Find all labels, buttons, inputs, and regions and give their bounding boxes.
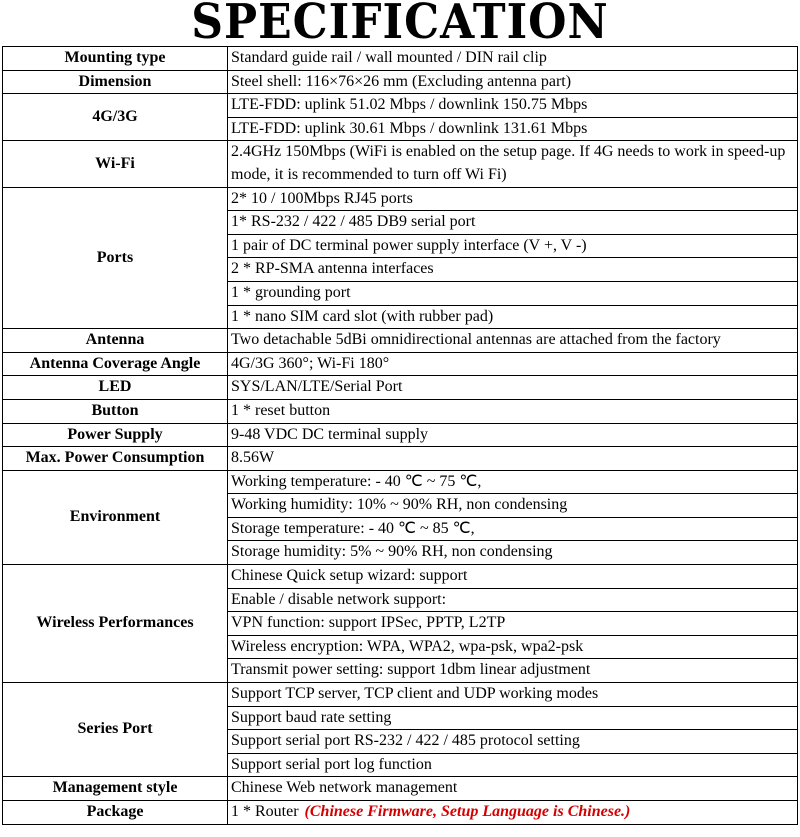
package-item: 1 * Router bbox=[231, 803, 299, 820]
table-row bbox=[3, 423, 798, 447]
row-value: Storage temperature: - 40 ℃ ~ 85 ℃, bbox=[228, 517, 798, 541]
row-value: Standard guide rail / wall mounted / DIN rail clip bbox=[228, 47, 798, 71]
row-value: Support TCP server, TCP client and UDP working modes bbox=[228, 683, 798, 707]
table-row bbox=[3, 94, 798, 118]
row-value: Chinese Quick setup wizard: support bbox=[228, 565, 798, 589]
table-row bbox=[3, 399, 798, 423]
row-value: Support serial port RS-232 / 422 / 485 protocol setting bbox=[228, 730, 798, 754]
table-row bbox=[3, 683, 798, 707]
row-value: Working temperature: - 40 ℃ ~ 75 ℃, bbox=[228, 470, 798, 494]
row-value: Chinese Web network management bbox=[228, 777, 798, 801]
row-value: Steel shell: 116×76×26 mm (Excluding antenna part) bbox=[228, 70, 798, 94]
table-row bbox=[3, 141, 798, 187]
table-row bbox=[3, 70, 798, 94]
table-row bbox=[3, 801, 798, 825]
table-row bbox=[3, 565, 798, 589]
row-value: 4G/3G 360°; Wi-Fi 180° bbox=[228, 352, 798, 376]
row-label: LED bbox=[3, 376, 228, 400]
row-value: LTE-FDD: uplink 51.02 Mbps / downlink 150.75 Mbps bbox=[228, 94, 798, 118]
table-row bbox=[3, 47, 798, 71]
table-row bbox=[3, 447, 798, 471]
table-row bbox=[3, 329, 798, 353]
row-value: 1 * reset button bbox=[228, 399, 798, 423]
row-label: Package bbox=[3, 801, 228, 825]
row-label: Max. Power Consumption bbox=[3, 447, 228, 471]
row-label: Ports bbox=[3, 187, 228, 329]
table-row bbox=[3, 187, 798, 211]
page-title: SPECIFICATION bbox=[191, 0, 609, 51]
row-label: Button bbox=[3, 399, 228, 423]
row-label: Environment bbox=[3, 470, 228, 564]
row-value: Enable / disable network support: bbox=[228, 588, 798, 612]
row-label: Antenna bbox=[3, 329, 228, 353]
table-row bbox=[3, 470, 798, 494]
row-value: SYS/LAN/LTE/Serial Port bbox=[228, 376, 798, 400]
row-label: Management style bbox=[3, 777, 228, 801]
row-label: Antenna Coverage Angle bbox=[3, 352, 228, 376]
row-value: 2.4GHz 150Mbps (WiFi is enabled on the setup page. If 4G needs to work in speed-up mode, it is recommended to turn off Wi Fi) bbox=[228, 141, 798, 187]
row-value: 1 * nano SIM card slot (with rubber pad) bbox=[228, 305, 798, 329]
row-value: Wireless encryption: WPA, WPA2, wpa-psk, wpa2-psk bbox=[228, 635, 798, 659]
row-value: Support baud rate setting bbox=[228, 706, 798, 730]
row-value: 2* 10 / 100Mbps RJ45 ports bbox=[228, 187, 798, 211]
row-value: 1* RS-232 / 422 / 485 DB9 serial port bbox=[228, 211, 798, 235]
row-label: Series Port bbox=[3, 683, 228, 777]
row-value: Transmit power setting: support 1dbm linear adjustment bbox=[228, 659, 798, 683]
row-label: Mounting type bbox=[3, 47, 228, 71]
row-value: 8.56W bbox=[228, 447, 798, 471]
row-label: Wi-Fi bbox=[3, 141, 228, 187]
row-value: Two detachable 5dBi omnidirectional antennas are attached from the factory bbox=[228, 329, 798, 353]
table-row bbox=[3, 376, 798, 400]
row-value: Working humidity: 10% ~ 90% RH, non condensing bbox=[228, 494, 798, 518]
spec-table bbox=[2, 46, 798, 825]
row-value: Storage humidity: 5% ~ 90% RH, non condensing bbox=[228, 541, 798, 565]
table-row bbox=[3, 777, 798, 801]
row-value bbox=[228, 801, 798, 825]
row-label: Wireless Performances bbox=[3, 565, 228, 683]
row-label: Power Supply bbox=[3, 423, 228, 447]
row-value: 9-48 VDC DC terminal supply bbox=[228, 423, 798, 447]
row-value: 1 pair of DC terminal power supply interface (V +, V -) bbox=[228, 234, 798, 258]
table-row bbox=[3, 352, 798, 376]
row-value: VPN function: support IPSec, PPTP, L2TP bbox=[228, 612, 798, 636]
package-note: (Chinese Firmware, Setup Language is Chinese.) bbox=[304, 803, 631, 820]
row-value: LTE-FDD: uplink 30.61 Mbps / downlink 131.61 Mbps bbox=[228, 117, 798, 141]
row-label: Dimension bbox=[3, 70, 228, 94]
row-value: 2 * RP-SMA antenna interfaces bbox=[228, 258, 798, 282]
row-label: 4G/3G bbox=[3, 94, 228, 141]
row-value: 1 * grounding port bbox=[228, 281, 798, 305]
row-value: Support serial port log function bbox=[228, 753, 798, 777]
